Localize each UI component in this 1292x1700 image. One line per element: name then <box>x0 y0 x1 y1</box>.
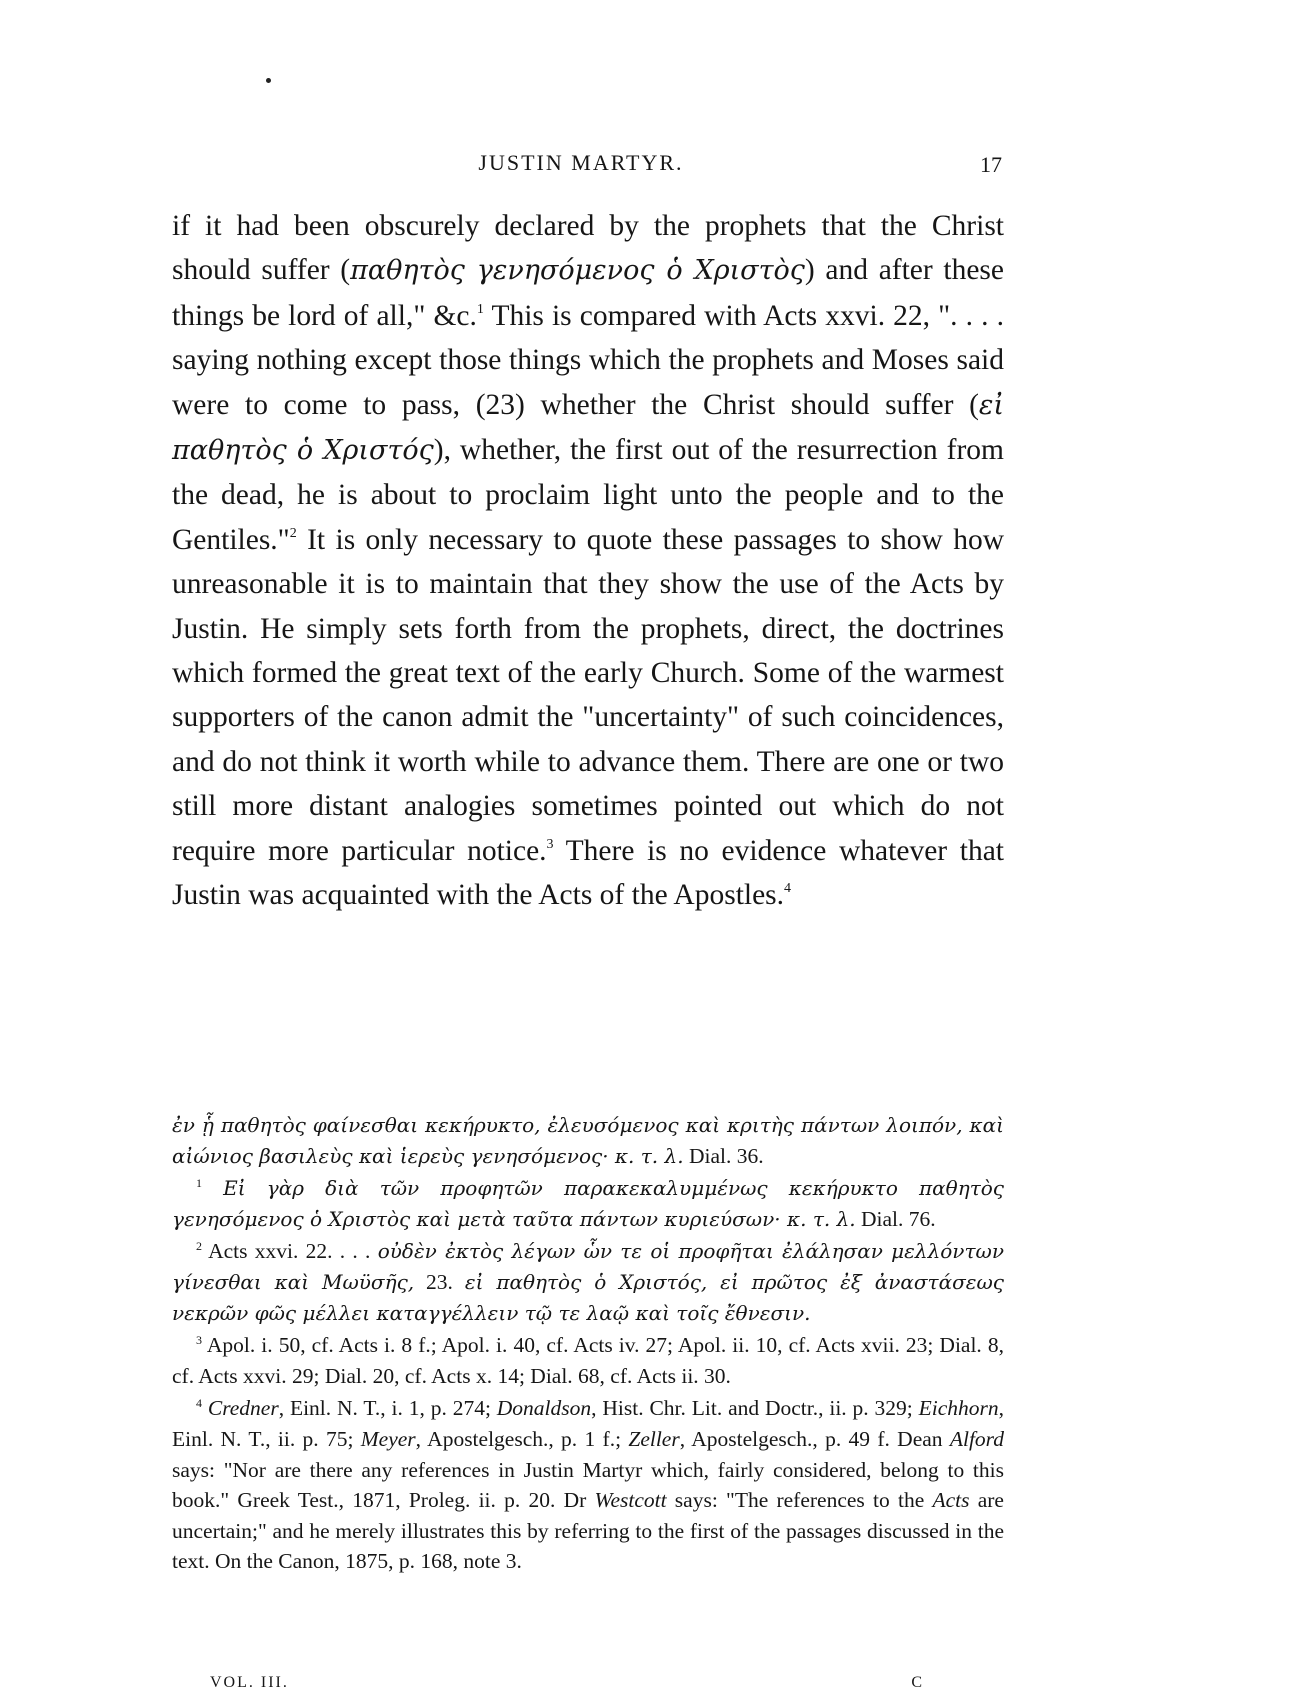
footnote-text: , Einl. N. T., i. 1, p. 274; <box>278 1396 497 1421</box>
author-name: Zeller <box>628 1426 680 1451</box>
footnote-text: Dial. 76. <box>855 1206 936 1231</box>
greek-quote: οὐδὲν ἐκτὸς λέγων ὧν τε οἱ προφῆται ἐλάλησαν μελλόντων γίνεσθαι καὶ Μωϋσῆς, <box>172 1239 1004 1294</box>
running-head <box>160 146 1002 180</box>
page-number: 17 <box>980 152 1002 177</box>
footnote-text: Dial. 36. <box>683 1143 764 1168</box>
footnote-2 <box>172 1236 1004 1328</box>
main-text <box>172 204 1004 918</box>
footnote-ref: 1 <box>476 301 484 317</box>
body-text: if it had been obscurely declared by the prophets that the Christ should suffer ( <box>172 210 1004 287</box>
footnote-text: are uncertain;" and he merely illustrates this by referring to the first of the passages discussed in the text. On the Canon, 1875, p. 168, note 3. <box>172 1488 1004 1574</box>
volume-signature: VOL. III. <box>210 1674 289 1691</box>
body-text: ) and after these things be lord of all," &c. <box>172 254 1005 332</box>
footnote-text: , Einl. N. T., ii. p. 75; <box>172 1396 1004 1451</box>
author-name: Westcott <box>594 1488 667 1513</box>
body-text: There is no evidence whatever that Justin was acquainted with the Acts of the Apostles. <box>172 834 1004 912</box>
body-paragraph <box>172 204 1004 918</box>
body-text: ), whether, the first out of the resurrection from the dead, he is about to proclaim light unto the people and to the Gentiles." <box>172 434 1004 556</box>
footnote-4 <box>172 1393 1004 1577</box>
footnote-text: says: "The references to the <box>666 1488 933 1513</box>
body-text: This is compared with Acts xxvi. 22, ". . . . saying nothing except those things which the prophets and Moses said were to come to pass, (23) whether the Christ should suffer ( <box>172 299 1004 421</box>
footnote-mark: 2 <box>196 1239 202 1254</box>
author-name: Eichhorn <box>918 1396 999 1421</box>
book-title: Acts <box>932 1488 970 1513</box>
footnote-ref: 3 <box>546 836 554 852</box>
footnote-mark: 4 <box>196 1396 202 1411</box>
footnote-1 <box>172 1173 1004 1234</box>
footnote-mark: 3 <box>196 1333 202 1348</box>
greek-quote: εἰ παθητὸς ὁ Χριστός, εἰ πρῶτος ἐξ ἀναστάσεως νεκρῶν φῶς μέλλει καταγγέλλειν τῷ τε λαῷ καὶ τοῖς ἔθνεσιν. <box>172 1269 1005 1325</box>
greek-quote: παθητὸς γενησόμενος ὁ Χριστὸς <box>350 255 805 287</box>
gathering-mark: C <box>911 1674 922 1691</box>
footnote-mark: 1 <box>196 1176 202 1191</box>
footnote-text: 23. <box>414 1269 465 1294</box>
footnote-text: , Hist. Chr. Lit. and Doctr., ii. p. 329; <box>591 1396 919 1421</box>
footnote-ref: 2 <box>289 525 297 541</box>
footnote-text: Acts xxvi. 22. . . . <box>202 1239 378 1264</box>
author-name: Alford <box>949 1426 1004 1451</box>
author-name: Credner <box>202 1396 279 1421</box>
greek-quote: Εἰ γὰρ διὰ τῶν προφητῶν παρακεκαλυμμένως κεκήρυκτο παθητὸς γενησόμενος ὁ Χριστὸς καὶ μετὰ ταῦτα πάντων κυριεύσων· κ. τ. λ. <box>172 1176 1004 1231</box>
footnotes <box>172 1110 1004 1579</box>
page-footer <box>160 1674 1002 1698</box>
greek-quote: ἐν ᾗ παθητὸς φαίνεσθαι κεκήρυκτο, ἐλευσόμενος καὶ κριτὴς πάντων λοιπόν, καὶ αἰώνιος βασιλεὺς καὶ ἱερεὺς γενησόμενος· κ. τ. λ. <box>172 1113 1004 1168</box>
ink-speck <box>266 78 271 83</box>
footnote-text: says: "Nor are there any references in Justin Martyr which, fairly considered, belong to this book." Greek Test., 1871, Proleg. ii. p. 20. Dr <box>172 1457 1004 1513</box>
footnote-text: , Apostelgesch., p. 1 f.; <box>415 1426 629 1451</box>
author-name: Donaldson <box>496 1396 592 1421</box>
greek-quote: εἰ παθητὸς ὁ Χριστός <box>172 389 1004 467</box>
footnote-3 <box>172 1330 1004 1391</box>
footnote-ref: 4 <box>784 881 792 897</box>
footnote-text: Apol. i. 50, cf. Acts i. 8 f.; Apol. i. 40, cf. Acts iv. 27; Apol. ii. 10, cf. Acts xvii. 23; Dial. 8, cf. Acts xxvi. 29; Dial. 20, cf. Acts x. 14; Dial. 68, cf. Acts ii. 30. <box>172 1333 1004 1388</box>
body-text: It is only necessary to quote these passages to show how unreasonable it is to maintain that they show the use of the Acts by Justin. He simply sets forth from the prophets, direct, the doctrines which formed the great text of the early Church. Some of the warmest supporters of the canon admit the "uncertainty" of such coincidences, and do not think it worth while to advance them. There are one or two still more distant analogies sometimes pointed out which do not require more particular notice. <box>172 523 1004 867</box>
footnote-continuation <box>172 1110 1004 1171</box>
author-name: Meyer <box>360 1426 416 1451</box>
running-title: JUSTIN MARTYR. <box>478 150 684 175</box>
footnote-text: , Apostelgesch., p. 49 f. Dean <box>679 1426 950 1451</box>
